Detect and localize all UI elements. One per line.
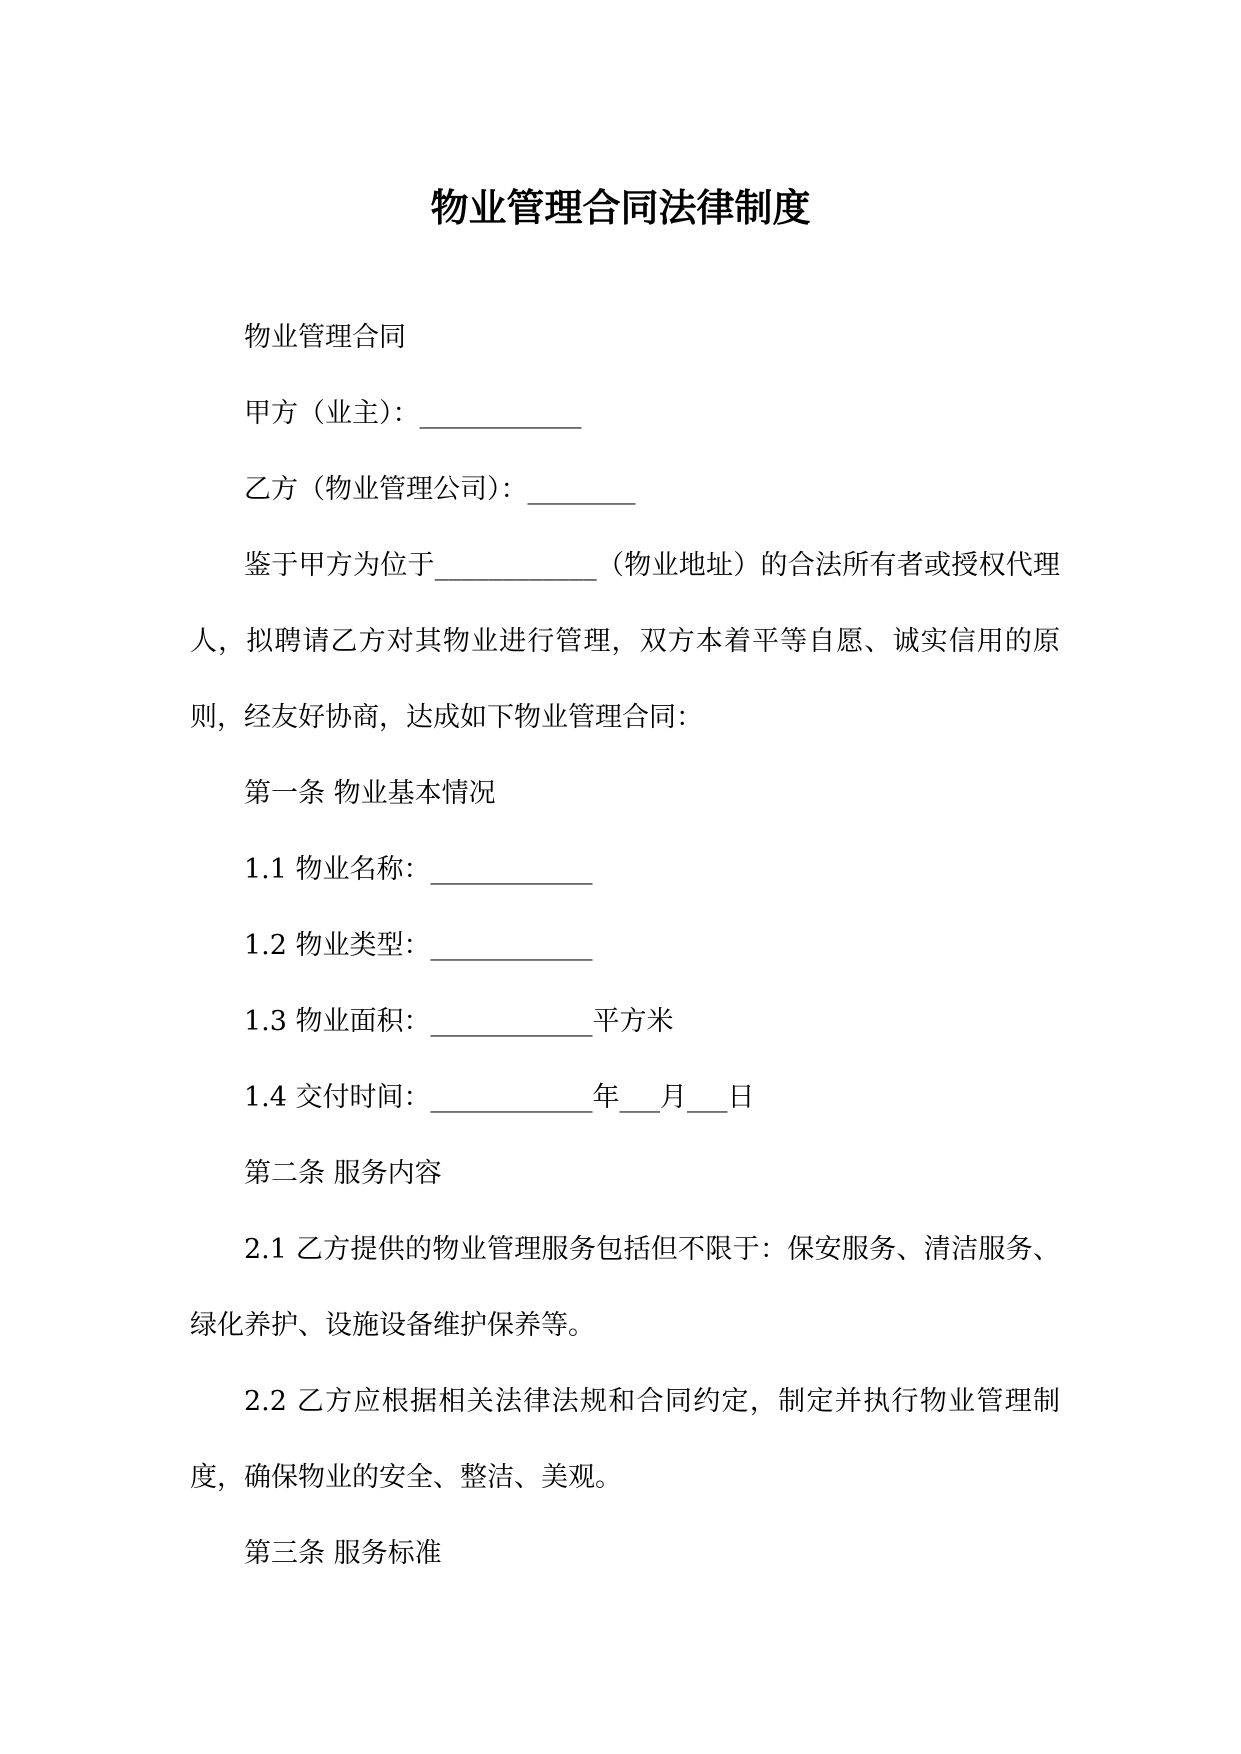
paragraph-party-a: 甲方（业主）：____________ — [244, 398, 582, 429]
clause-1-3: 1.3 物业面积：____________平方米 — [244, 1006, 674, 1037]
paragraph-party-b: 乙方（物业管理公司）：________ — [244, 474, 636, 505]
article-1-heading: 第一条 物业基本情况 — [244, 778, 496, 809]
clause-2-1: 2.1 乙方提供的物业管理服务包括但不限于：保安服务、清洁服务、绿化养护、设施设备维护保养等。 — [190, 1234, 1060, 1341]
article-2-heading: 第二条 服务内容 — [244, 1158, 442, 1189]
clause-1-2: 1.2 物业类型：____________ — [244, 930, 593, 961]
clause-2-2: 2.2 乙方应根据相关法律法规和合同约定，制定并执行物业管理制度，确保物业的安全、整洁、美观。 — [190, 1386, 1060, 1493]
clause-1-1: 1.1 物业名称：____________ — [244, 854, 593, 885]
paragraph-contract-heading: 物业管理合同 — [244, 322, 406, 353]
article-3-heading: 第三条 服务标准 — [244, 1538, 442, 1569]
paragraph-preamble: 鉴于甲方为位于____________（物业地址）的合法所有者或授权代理人，拟聘请乙方对其物业进行管理，双方本着平等自愿、诚实信用的原则，经友好协商，达成如下物业管理合同： — [190, 550, 1060, 733]
clause-1-4: 1.4 交付时间：____________年___月___日 — [244, 1082, 755, 1113]
document-body — [190, 300, 1060, 1592]
document-title: 物业管理合同法律制度 — [430, 186, 811, 230]
